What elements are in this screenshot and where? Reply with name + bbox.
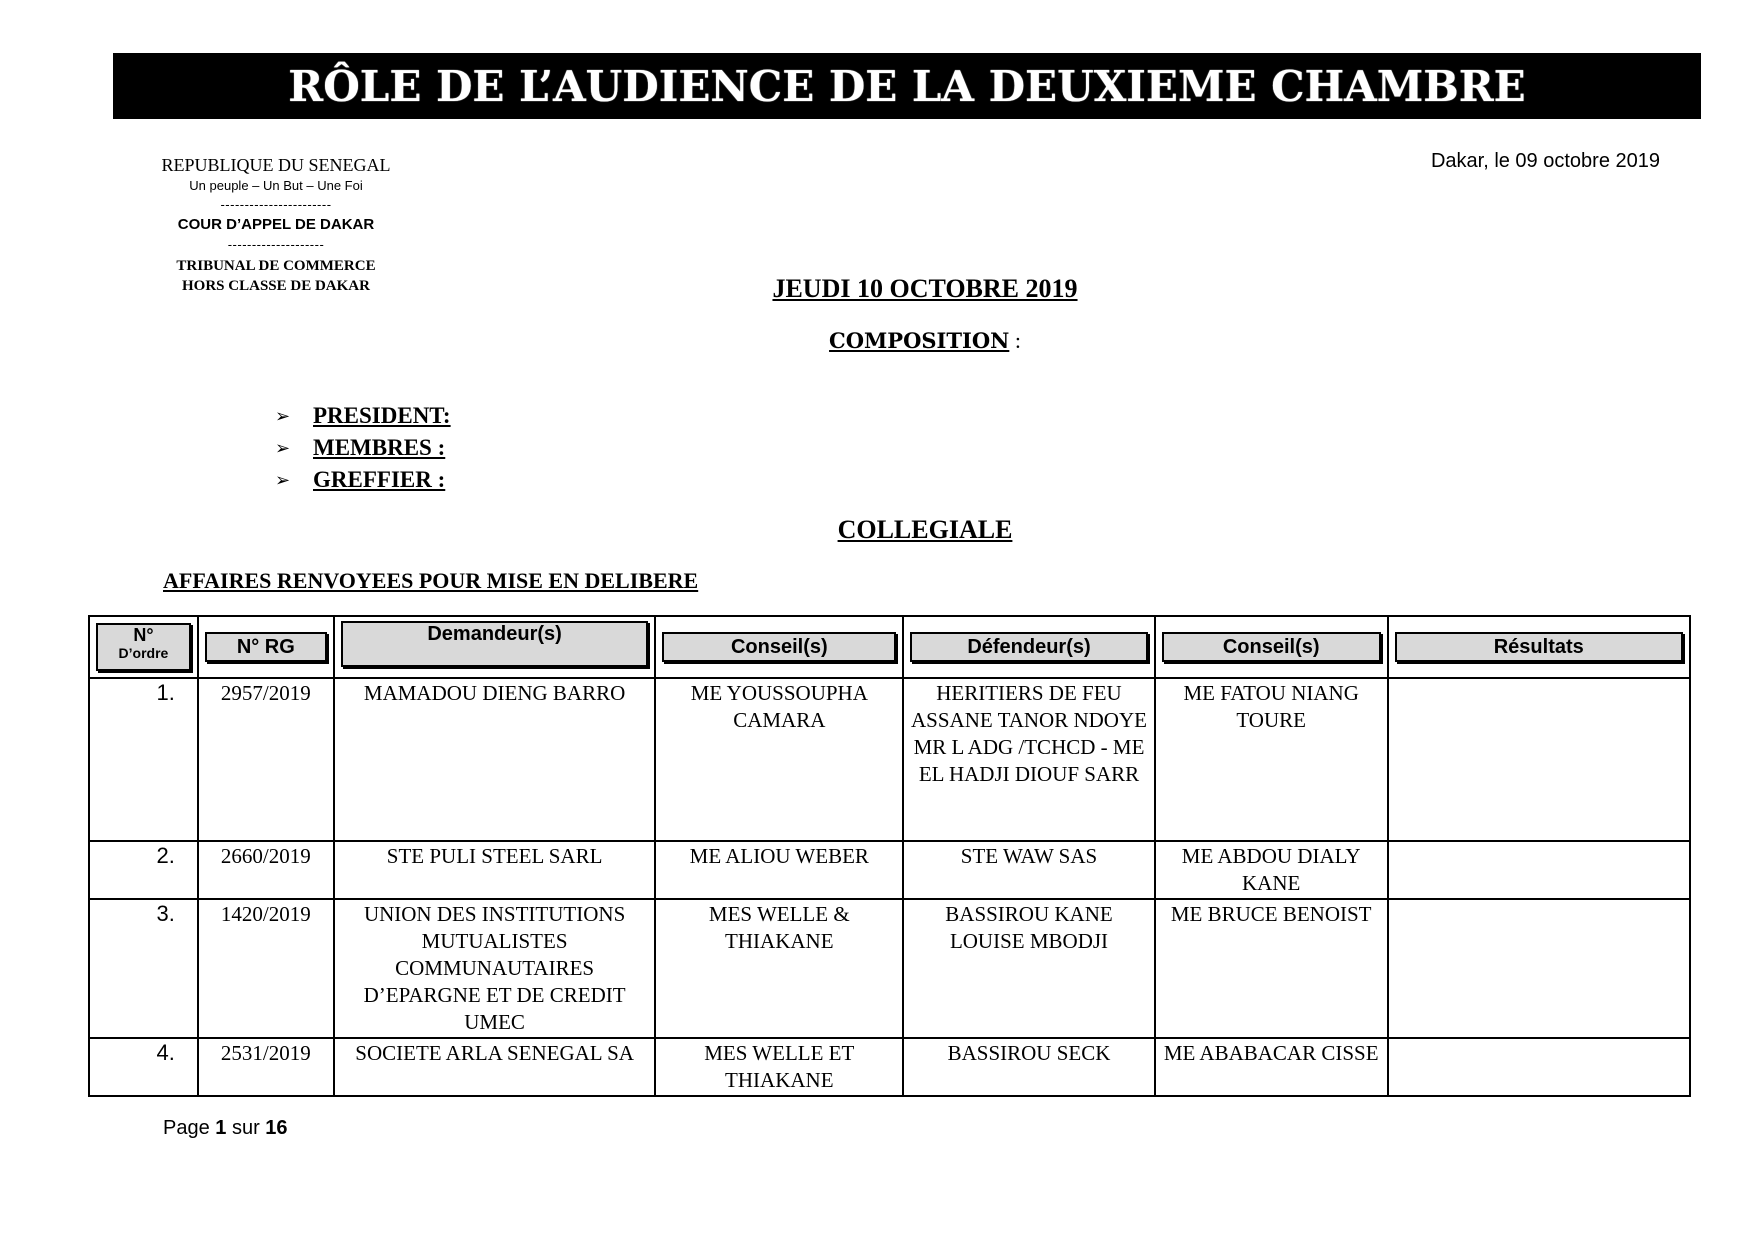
composition-roles [275, 400, 451, 496]
issuer-block [146, 155, 406, 296]
composition-suffix: : [1009, 328, 1021, 353]
court-name: COUR D’APPEL DE DAKAR [177, 216, 375, 233]
role-item [275, 400, 451, 432]
row-rg: 2660/2019 [198, 841, 334, 899]
row-defendant [903, 899, 1155, 1038]
row-defendant-counsel: ME BRUCE BENOIST [1155, 899, 1388, 1038]
header-cell [89, 616, 198, 678]
tribunal-line-1: TRIBUNAL DE COMMERCE [176, 258, 376, 274]
header-results: Résultats [1395, 632, 1683, 662]
row-defendant [903, 841, 1155, 899]
row-defendant [903, 678, 1155, 841]
page-of: sur [226, 1117, 266, 1139]
header-cell [198, 616, 334, 678]
page-word: Page [163, 1117, 216, 1139]
republic-name: REPUBLIQUE DU SENEGAL [161, 155, 391, 175]
row-results [1388, 1038, 1690, 1096]
header-plaintiff-counsel: Conseil(s) [662, 632, 896, 662]
row-defendant-counsel: ME ABABACAR CISSE [1155, 1038, 1388, 1096]
header-rg: N° RG [205, 632, 327, 662]
row-number: 1. [89, 678, 198, 841]
row-results [1388, 841, 1690, 899]
table-row [89, 899, 1690, 1038]
tribunal-name [146, 256, 406, 296]
composition-heading [700, 328, 1150, 354]
table-row [89, 678, 1690, 841]
row-number: 3. [89, 899, 198, 1038]
hearing-day: JEUDI 10 OCTOBRE 2019 [772, 274, 1078, 303]
row-rg: 1420/2019 [198, 899, 334, 1038]
row-plaintiff: MAMADOU DIENG BARRO [334, 678, 656, 841]
role-president: PRESIDENT: [313, 403, 451, 428]
header-plaintiff: Demandeur(s) [341, 621, 649, 667]
header-defendant: Défendeur(s) [910, 632, 1148, 662]
section-title: AFFAIRES RENVOYEES POUR MISE EN DELIBERE [163, 568, 699, 593]
defendant-primary: STE WAW SAS [960, 844, 1098, 868]
table-row [89, 841, 1690, 899]
defendant-primary: BASSIROU SECK [947, 1041, 1111, 1065]
role-members: MEMBRES : [313, 435, 446, 460]
role-item [275, 464, 451, 496]
table-header-row [89, 616, 1690, 678]
role-item [275, 432, 451, 464]
document-title: RÔLE DE L’AUDIENCE DE LA DEUXIEME CHAMBRE [288, 61, 1526, 111]
page-counter [163, 1117, 288, 1140]
header-cell [334, 616, 656, 678]
row-plaintiff-counsel: MES WELLE & THIAKANE [655, 899, 903, 1038]
defendant-primary: BASSIROU KANE LOUISE MBODJI [945, 902, 1113, 953]
separator-line: ----------------------- [220, 197, 332, 212]
header-cell [1388, 616, 1690, 678]
arrow-bullet-icon: ➢ [275, 405, 291, 427]
header-cell [655, 616, 903, 678]
row-plaintiff: UNION DES INSTITUTIONS MUTUALISTES COMMUNAUTAIRES D’EPARGNE ET DE CREDIT UMEC [334, 899, 656, 1038]
table-row [89, 1038, 1690, 1096]
arrow-bullet-icon: ➢ [275, 469, 291, 491]
tribunal-line-2: HORS CLASSE DE DAKAR [182, 278, 370, 294]
formation-heading: COLLEGIALE [837, 515, 1013, 544]
row-defendant-counsel: ME ABDOU DIALY KANE [1155, 841, 1388, 899]
row-plaintiff-counsel: ME YOUSSOUPHA CAMARA [655, 678, 903, 841]
defendant-primary: HERITIERS DE FEU ASSANE TANOR NDOYE [911, 681, 1147, 732]
row-rg: 2531/2019 [198, 1038, 334, 1096]
role-clerk: GREFFIER : [313, 467, 446, 492]
defendant-extra: MR L ADG /TCHCD - ME EL HADJI DIOUF SARR [913, 735, 1145, 786]
title-banner [113, 53, 1701, 119]
row-plaintiff-counsel: ME ALIOU WEBER [655, 841, 903, 899]
row-plaintiff-counsel: MES WELLE ET THIAKANE [655, 1038, 903, 1096]
arrow-bullet-icon: ➢ [275, 437, 291, 459]
page-total: 16 [265, 1117, 288, 1139]
row-results [1388, 678, 1690, 841]
row-number: 4. [89, 1038, 198, 1096]
row-plaintiff: SOCIETE ARLA SENEGAL SA [334, 1038, 656, 1096]
header-cell [1155, 616, 1388, 678]
header-defendant-counsel: Conseil(s) [1162, 632, 1381, 662]
row-defendant [903, 1038, 1155, 1096]
header-cell [903, 616, 1155, 678]
row-number: 2. [89, 841, 198, 899]
national-motto: Un peuple – Un But – Une Foi [189, 178, 363, 193]
composition-label: COMPOSITION [829, 328, 1010, 353]
row-rg: 2957/2019 [198, 678, 334, 841]
separator-line: -------------------- [227, 237, 325, 252]
document-date: Dakar, le 09 octobre 2019 [1430, 150, 1660, 172]
cases-table [88, 615, 1691, 1097]
row-results [1388, 899, 1690, 1038]
header-order: N° D’ordre [96, 623, 191, 671]
row-defendant-counsel: ME FATOU NIANG TOURE [1155, 678, 1388, 841]
page-current: 1 [215, 1117, 227, 1139]
row-plaintiff: STE PULI STEEL SARL [334, 841, 656, 899]
